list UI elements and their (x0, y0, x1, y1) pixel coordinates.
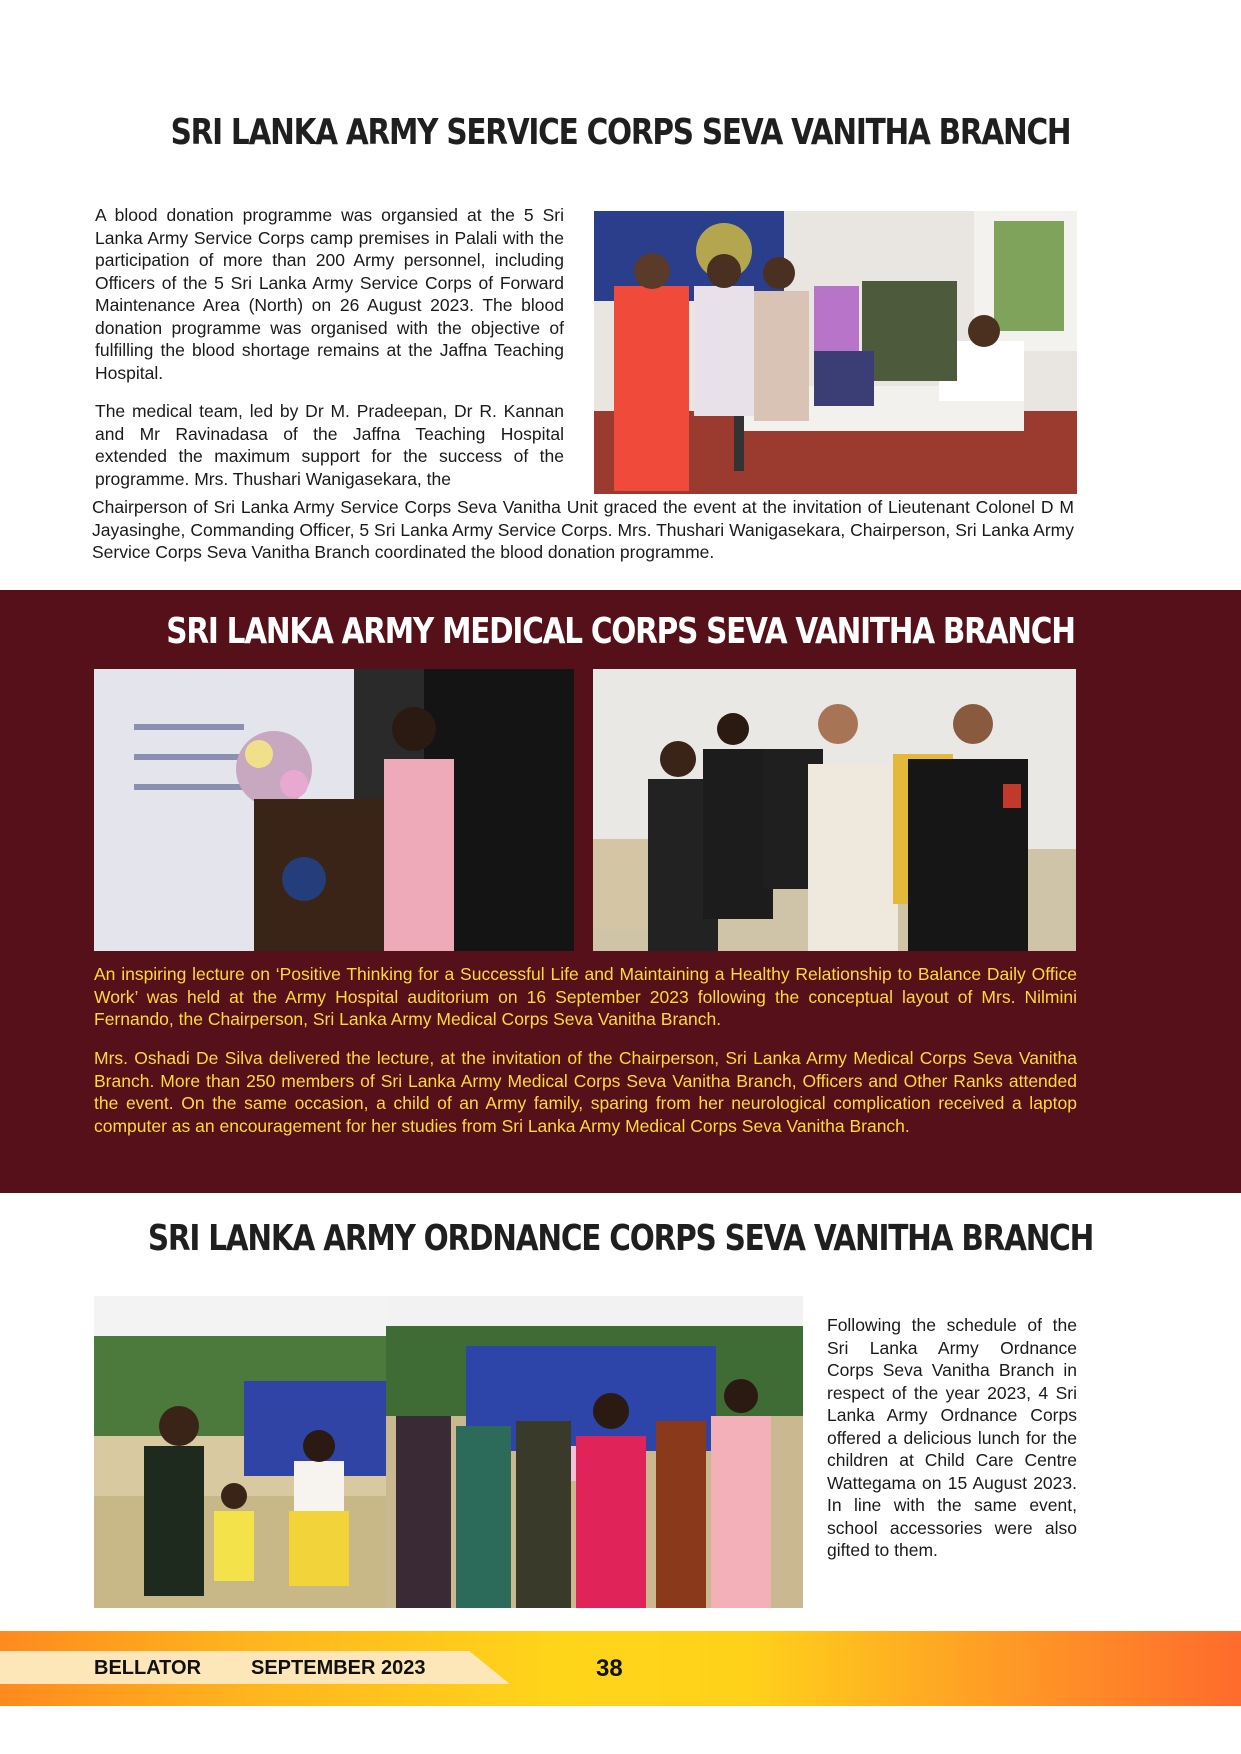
lecture-photo (94, 669, 574, 951)
section-title-service-corps: SRI LANKA ARMY SERVICE CORPS SEVA VANITHA BRANCH (170, 112, 1071, 153)
service-corps-paragraph-1: A blood donation programme was organsied at the 5 Sri Lanka Army Service Corps camp premises in Palali with the participation of more than 200 Army personnel, including Officers of the 5 Sri Lanka Army Service Corps of Forward Maintenance Area (North) on 26 August 2023. The blood donation programme was organised with the objective of fulfilling the blood shortage remains at the Jaffna Teaching Hospital. (95, 205, 564, 383)
child-care-photo-left (94, 1296, 386, 1608)
section-title-ordnance-corps: SRI LANKA ARMY ORDNANCE CORPS SEVA VANITHA BRANCH (147, 1218, 1094, 1259)
service-corps-paragraph-3: Chairperson of Sri Lanka Army Service Corps Seva Vanitha Unit graced the event at the invitation of Lieutenant Colonel D M Jayasinghe, Commanding Officer, 5 Sri Lanka Army Service Corps. Mrs. Thushari Wanigasekara, Chairperson, Sri Lanka Army Service Corps Seva Vanitha Branch coordinated the blood donation programme. (92, 497, 1074, 562)
blood-donation-photo (594, 211, 1077, 494)
footer-magazine-name: BELLATOR (94, 1657, 202, 1679)
laptop-presentation-photo (593, 669, 1076, 951)
service-corps-paragraph-2: The medical team, led by Dr M. Pradeepan, Dr R. Kannan and Mr Ravinadasa of the Jaffna Teaching Hospital extended the maximum support for the success of the programme. Mrs. Thushari Wanigasekara, the (95, 401, 564, 489)
footer-page-number: 38 (596, 1655, 623, 1682)
section-title-medical-corps: SRI LANKA ARMY MEDICAL CORPS SEVA VANITHA BRANCH (166, 611, 1075, 652)
child-care-photo-right (386, 1296, 803, 1608)
footer-issue-date: SEPTEMBER 2023 (251, 1657, 426, 1679)
medical-corps-paragraph-2: Mrs. Oshadi De Silva delivered the lecture, at the invitation of the Chairperson, Sri Lanka Army Medical Corps Seva Vanitha Branch. More than 250 members of Sri Lanka Army Medical Corps Seva Vanitha Branch, Officers and Other Ranks attended the event. On the same occasion, a child of an Army family, sparing from her neurological complication received a laptop computer as an encouragement for her studies from Sri Lanka Army Medical Corps Seva Vanitha Branch. (94, 1048, 1077, 1136)
medical-corps-paragraph-1: An inspiring lecture on ‘Positive Thinking for a Successful Life and Maintaining a Healthy Relationship to Balance Daily Office Work’ was held at the Army Hospital auditorium on 16 September 2023 following the conceptual layout of Mrs. Nilmini Fernando, the Chairperson, Sri Lanka Army Medical Corps Seva Vanitha Branch. (94, 964, 1077, 1029)
ordnance-corps-paragraph-1: Following the schedule of the Sri Lanka Army Ordnance Corps Seva Vanitha Branch in respect of the year 2023, 4 Sri Lanka Army Ordnance Corps offered a delicious lunch for the children at Child Care Centre Wattegama on 15 August 2023. In line with the same event, school accessories were also gifted to them. (827, 1315, 1077, 1560)
